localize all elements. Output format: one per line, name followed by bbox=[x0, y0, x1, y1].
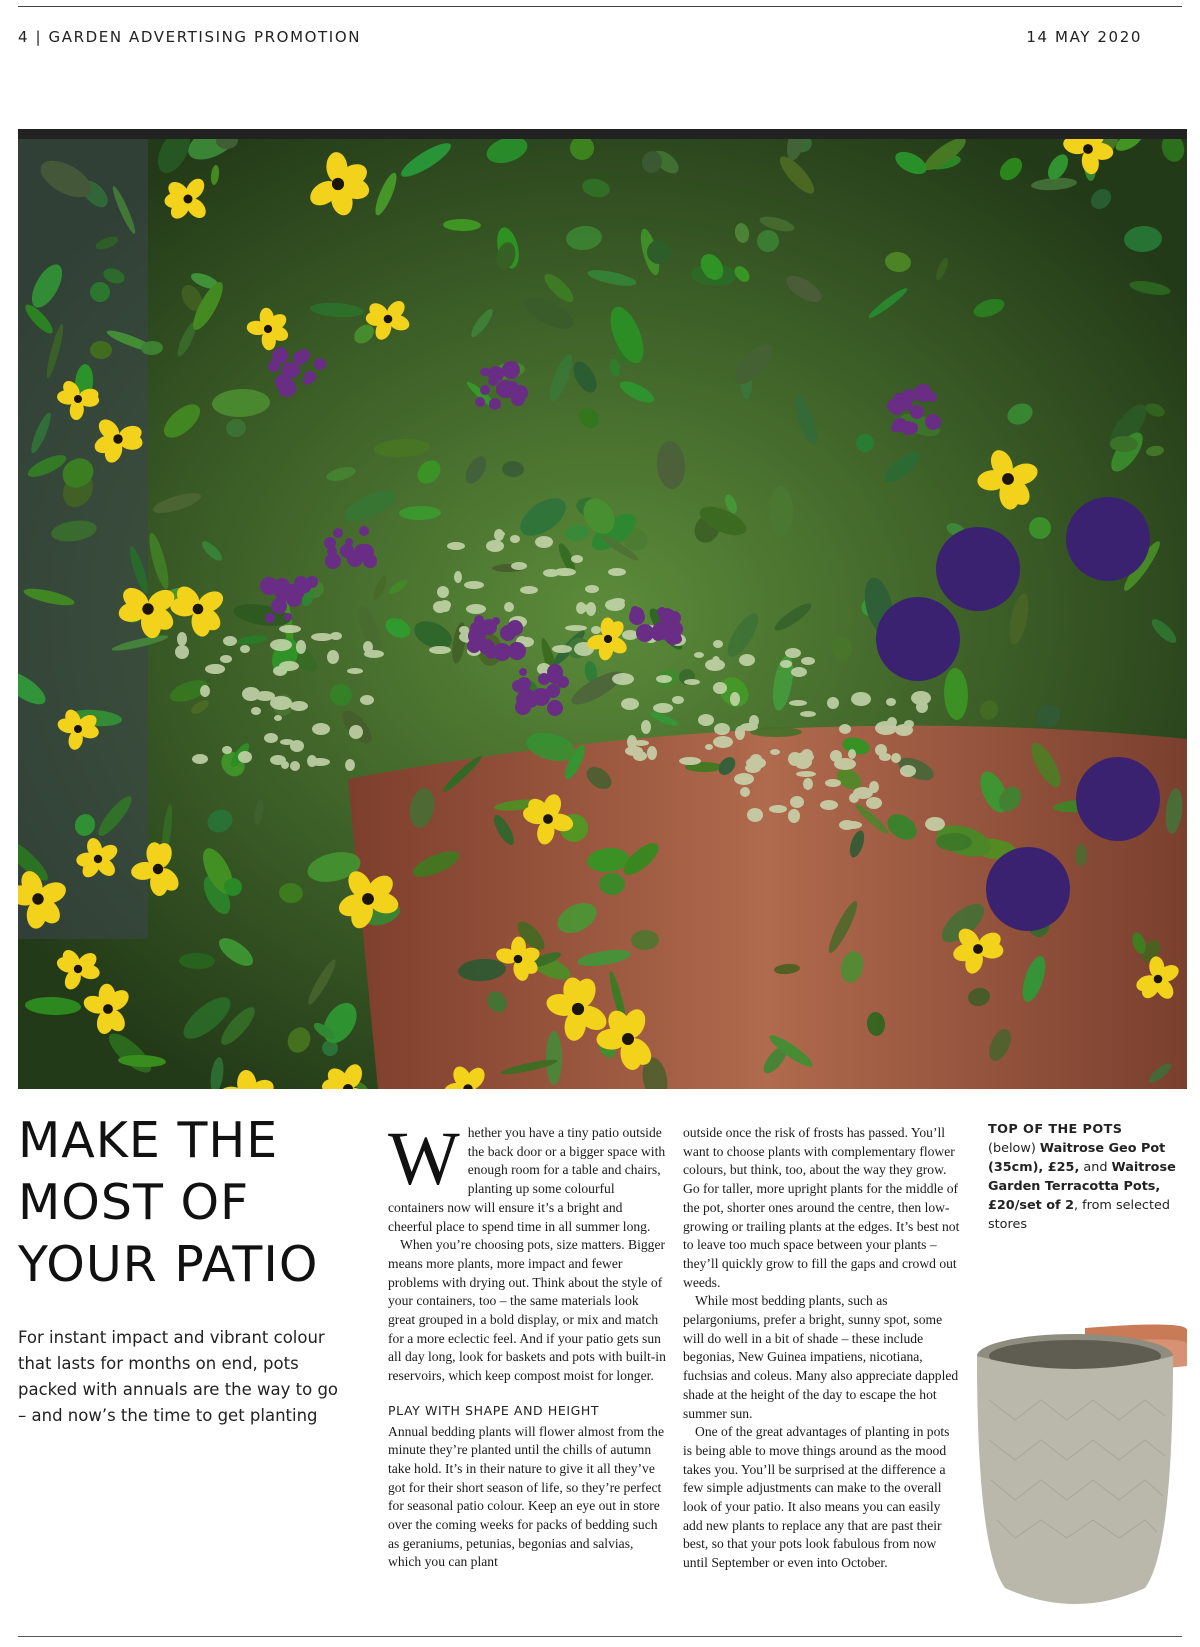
product-name-geo-pot: Waitrose Geo Pot (35cm), £25, bbox=[988, 1141, 1166, 1175]
body-column-1 bbox=[388, 1117, 666, 1572]
body-text: hether you have a tiny patio outside the back door or a bigger space with enough room for a table and chairs, planting up some colourful containers now will ensure it’s a bright and cheerful place to spend time in all summer long. bbox=[388, 1125, 666, 1234]
standfirst: For instant impact and vibrant colour that lasts for months on end, pots packed with annuals are the way to go – and now’s the time to get planting bbox=[18, 1328, 339, 1425]
product-name-terracotta-pots: Waitrose Garden Terracotta Pots, £20/set of 2 bbox=[988, 1160, 1176, 1213]
section-label: 4 | GARDEN ADVERTISING PROMOTION bbox=[18, 28, 362, 46]
body-paragraph: One of the great advantages of planting in pots is being able to move things around as the mood takes you. You’ll be surprised at the difference a few simple adjustments can make to the overall look of your patio. It also means you can easily add new plants to replace any that are past their best, so that your pots look fabulous from now until September or even into October. bbox=[683, 1424, 950, 1571]
body-paragraph: outside once the risk of frosts has passed. You’ll want to choose plants with complementary flower colours, but think, too, about the way they grow. Go for taller, more upright plants for the middle of the pot, shorter ones around the centre, then low-growing or trailing plants at the edges. It’s best not to leave too much space between your plants – they’ll quickly grow to fill the gaps and crowd out weeds. bbox=[683, 1125, 960, 1290]
page-header bbox=[18, 28, 1142, 46]
body-paragraph bbox=[388, 1117, 666, 1236]
headline-line-3: YOUR PATIO bbox=[18, 1236, 319, 1293]
product-photo bbox=[975, 1320, 1187, 1620]
hero-photo bbox=[18, 129, 1187, 1089]
geo-pot-illustration bbox=[975, 1320, 1187, 1620]
body-column-2 bbox=[683, 1124, 961, 1573]
caption-title: TOP OF THE POTS bbox=[988, 1122, 1123, 1137]
product-caption bbox=[988, 1120, 1178, 1234]
subheading: PLAY WITH SHAPE AND HEIGHT bbox=[388, 1402, 600, 1418]
headline-line-2: MOST OF bbox=[18, 1174, 250, 1231]
bottom-rule bbox=[18, 1636, 1182, 1637]
flower-pot-illustration bbox=[18, 139, 1187, 1089]
body-paragraph: While most bedding plants, such as pelargoniums, prefer a bright, sunny spot, some will do well in a bit of shade – these include begonias, New Guinea impatiens, nicotiana, fuchsias and coleus. Many also appreciate dappled shade at the height of the day to escape the hot summer sun. bbox=[683, 1293, 959, 1421]
body-paragraph: When you’re choosing pots, size matters. Bigger means more plants, more impact and fewer problems with drying out. Think about the style of your containers, too – the same materials look great grouped in a bold display, or mix and match for a more eclectic feel. And if your patio gets sun all day long, look for baskets and pots with built-in reservoirs, which keep compost moist for longer. bbox=[388, 1237, 666, 1384]
body-paragraph: Annual bedding plants will flower almost from the minute they’re planted until the chills of autumn take hold. It’s in their nature to give it all they’ve got for their short season of life, so they’re perfect for seasonal patio colour. Keep an eye out in store over the coming weeks for packs of bedding such as geraniums, petunias, begonias and salvias, which you can plant bbox=[388, 1423, 664, 1570]
caption-text: (below) bbox=[988, 1141, 1040, 1156]
headline-line-1: MAKE THE bbox=[18, 1112, 279, 1169]
caption-text: and bbox=[1079, 1160, 1112, 1175]
top-rule bbox=[18, 6, 1182, 7]
headline bbox=[18, 1110, 358, 1296]
drop-cap: W bbox=[388, 1117, 460, 1201]
issue-date: 14 MAY 2020 bbox=[1026, 28, 1142, 46]
caption-text: , from selected stores bbox=[988, 1198, 1170, 1232]
